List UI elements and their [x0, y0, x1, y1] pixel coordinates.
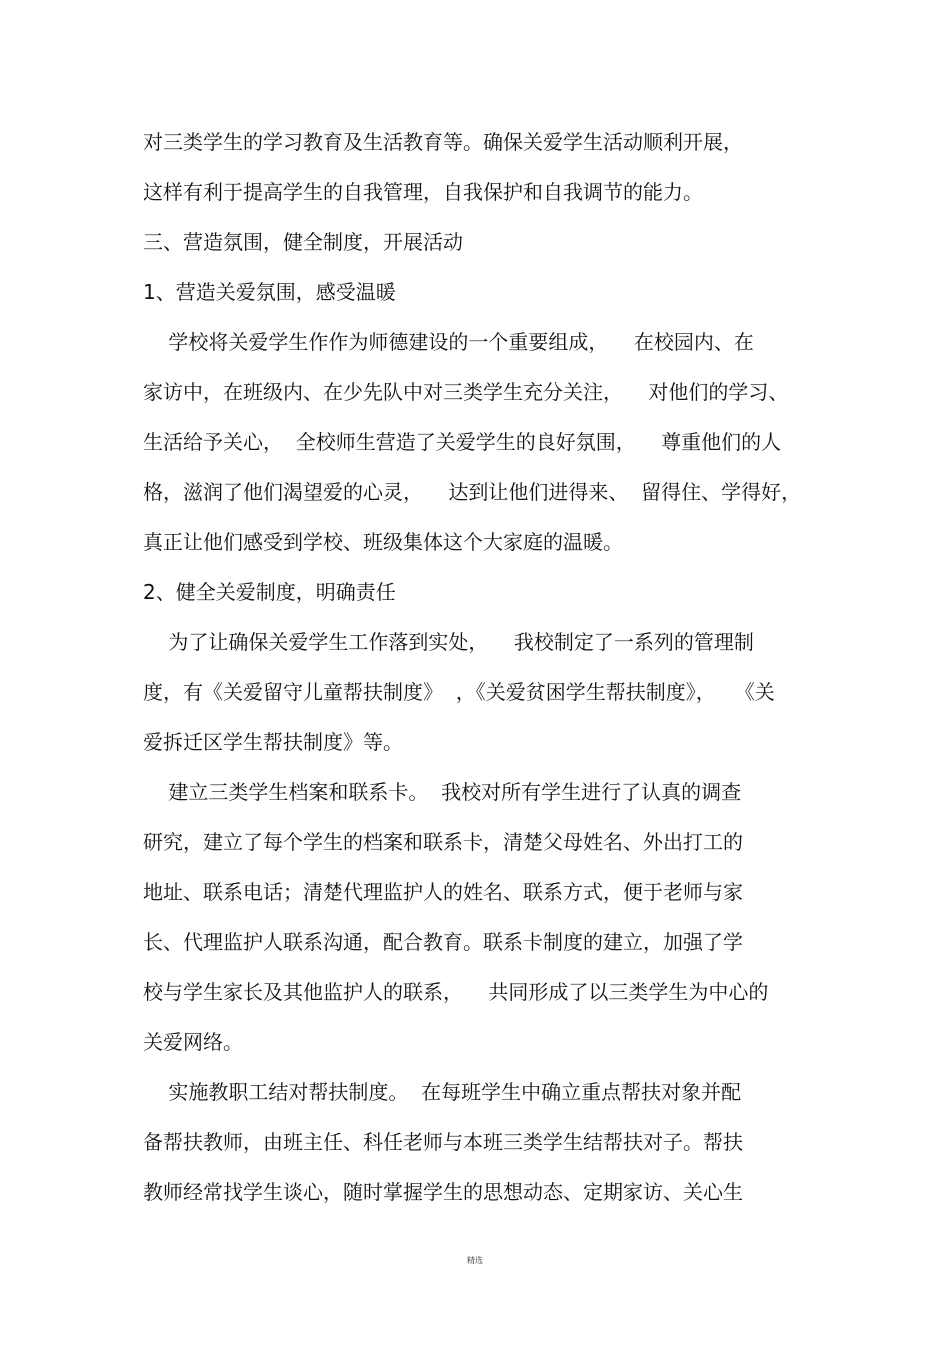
text-line: 真正让他们感受到学校、班级集体这个大家庭的温暖。 [143, 530, 623, 554]
text-line: 对三类学生的学习教育及生活教育等。确保关爱学生活动顺利开展， [143, 130, 743, 154]
text-line: 为了让确保关爱学生工作落到实处， 我校制定了一系列的管理制 [143, 630, 754, 654]
text-line: 度，有《关爱留守儿童帮扶制度》 ，《关爱贫困学生帮扶制度》， 《关 [143, 680, 775, 704]
text-line: 生活给予关心， 全校师生营造了关爱学生的良好氛围， 尊重他们的人 [143, 430, 782, 454]
text-line: 实施教职工结对帮扶制度。 在每班学生中确立重点帮扶对象并配 [143, 1080, 742, 1104]
text-line: 教师经常找学生谈心，随时掌握学生的思想动态、定期家访、关心生 [143, 1180, 743, 1204]
section-heading: 三、营造氛围，健全制度，开展活动 [143, 230, 463, 254]
subsection-heading: 1、营造关爱氛围，感受温暖 [143, 280, 396, 304]
text-line: 格，滋润了他们渴望爱的心灵， 达到让他们进得来、 留得住、学得好， [143, 480, 802, 504]
page-footer: 精选 [467, 1256, 483, 1265]
text-line: 研究，建立了每个学生的档案和联系卡，清楚父母姓名、外出打工的 [143, 830, 743, 854]
subsection-heading: 2、健全关爱制度，明确责任 [143, 580, 396, 604]
text-line: 关爱网络。 [143, 1030, 243, 1054]
text-line: 学校将关爱学生作作为师德建设的一个重要组成， 在校园内、在 [143, 330, 754, 354]
text-line: 长、代理监护人联系沟通，配合教育。联系卡制度的建立，加强了学 [143, 930, 743, 954]
text-line: 地址、联系电话；清楚代理监护人的姓名、联系方式，便于老师与家 [143, 880, 743, 904]
text-line: 校与学生家长及其他监护人的联系， 共同形成了以三类学生为中心的 [143, 980, 769, 1004]
text-line: 建立三类学生档案和联系卡。 我校对所有学生进行了认真的调查 [143, 780, 742, 804]
text-line: 家访中，在班级内、在少先队中对三类学生充分关注， 对他们的学习、 [143, 380, 789, 404]
text-line: 爱拆迁区学生帮扶制度》等。 [143, 730, 403, 754]
text-line: 这样有利于提高学生的自我管理，自我保护和自我调节的能力。 [143, 180, 703, 204]
text-line: 备帮扶教师，由班主任、科任老师与本班三类学生结帮扶对子。帮扶 [143, 1130, 743, 1154]
